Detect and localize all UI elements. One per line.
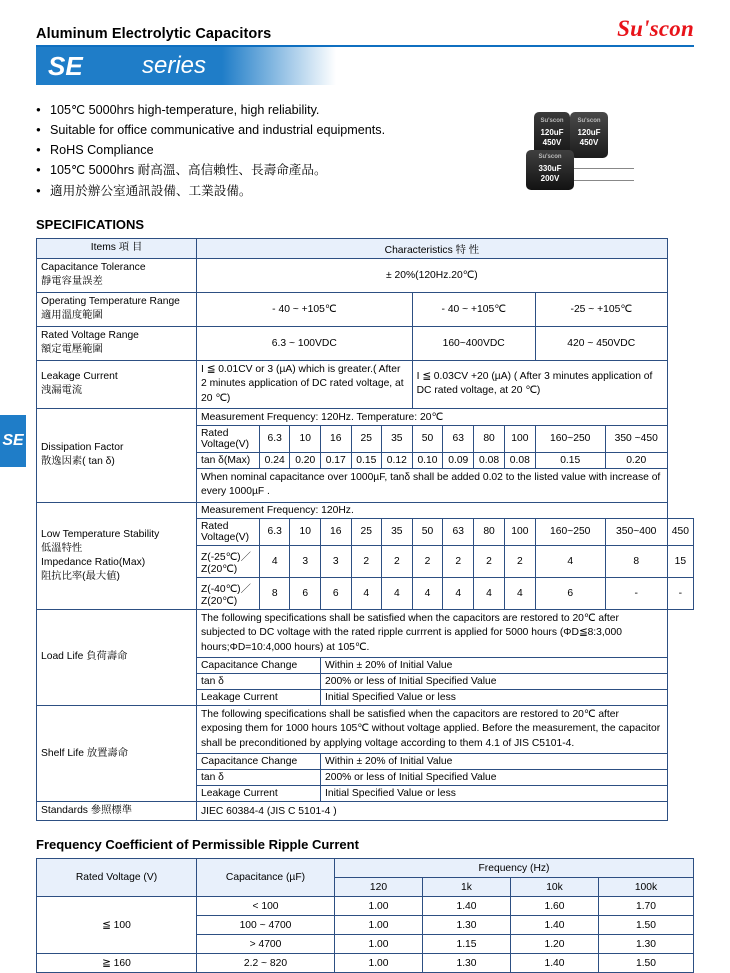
table-cell: 0.15: [535, 452, 605, 468]
table-cell: 63: [443, 518, 474, 545]
specifications-table: [36, 238, 694, 821]
spec-lowtemp-voltage-label: Rated Voltage(V): [197, 518, 260, 545]
table-cell: 50: [412, 518, 443, 545]
table-cell: 350 ~450: [605, 425, 667, 452]
spec-lowtemp-measurement: Measurement Frequency: 120Hz.: [197, 502, 668, 518]
table-cell: 4: [382, 577, 413, 609]
spec-value-operating-temp-2: - 40 ~ +105℃: [412, 292, 535, 326]
table-cell: 1.00: [335, 897, 423, 916]
table-cell: 1.70: [599, 897, 694, 916]
table-cell: 2: [474, 545, 505, 577]
table-cell: 3: [290, 545, 321, 577]
table-cell: 10: [290, 518, 321, 545]
table-row: [37, 954, 694, 973]
table-cell: 1.40: [511, 916, 599, 935]
table-cell: 10: [290, 425, 321, 452]
table-cell: 50: [412, 425, 443, 452]
spec-value-operating-temp-3: -25 ~ +105℃: [535, 292, 667, 326]
table-cell: 4: [412, 577, 443, 609]
table-cell: 4: [535, 545, 605, 577]
spec-shelf-life-desc: The following specifications shall be satisfied when the capacitors are restored to 20℃ after exposing them for 1000 hours 105℃ without voltage applied. Before the measurement, the capacitor shall be preconditioned by applying voltage according to them 4.1 of JIS C5101-4.: [197, 705, 668, 753]
freq-col-10k: 10k: [511, 878, 599, 897]
table-cell: 1.30: [599, 935, 694, 954]
table-cell: 1.00: [335, 954, 423, 973]
capacitor-image-1: Su'scon 120uF 450V: [534, 112, 570, 158]
lead-wire-1: [574, 168, 634, 169]
page-header: [36, 0, 694, 42]
table-cell: 25: [351, 425, 382, 452]
spec-shelf-life-val-3: Initial Specified Value or less: [320, 786, 667, 802]
table-cell: 4: [259, 545, 290, 577]
table-cell: 1.00: [335, 935, 423, 954]
table-row: [37, 897, 694, 916]
spec-load-life-val-3: Initial Specified Value or less: [320, 689, 667, 705]
freq-col-100k: 100k: [599, 878, 694, 897]
table-cell: 100: [504, 518, 535, 545]
list-item: ● 105℃ 5000hrs high-temperature, high reliability.: [36, 101, 694, 120]
list-item: ● 105℃ 5000hrs 耐高溫、高信賴性、長壽命產品。: [36, 161, 694, 180]
spec-header-items: Items 項 目: [37, 238, 197, 258]
table-cell: 0.17: [320, 452, 351, 468]
spec-shelf-life-key-2: tan δ: [197, 770, 321, 786]
table-cell: 4: [351, 577, 382, 609]
table-cell: 0.12: [382, 452, 413, 468]
spec-df-tan-label: tan δ(Max): [197, 452, 260, 468]
spec-value-standards: JIEC 60384-4 (JIS C 5101-4 ): [197, 802, 668, 821]
table-cell: 1.20: [511, 935, 599, 954]
series-banner: [36, 47, 694, 87]
table-cell: 160~250: [535, 518, 605, 545]
table-cell: 0.15: [351, 452, 382, 468]
page-title: Aluminum Electrolytic Capacitors: [36, 26, 272, 42]
table-cell: 1.00: [335, 916, 423, 935]
spec-load-life-desc: The following specifications shall be satisfied when the capacitors are restored to 20℃ after subjected to DC voltage with the rated ripple currrent is applied for 5000 hours (ΦD≦8:3,000 hours;ΦD=10:4,000 hours) at 105℃.: [197, 609, 668, 657]
spec-row-label-shelf-life: Shelf Life 放置壽命: [37, 705, 197, 801]
table-cell: 2: [412, 545, 443, 577]
table-cell: 8: [259, 577, 290, 609]
table-cell: 63: [443, 425, 474, 452]
table-cell: 0.08: [504, 452, 535, 468]
freq-header-frequency: Frequency (Hz): [335, 859, 694, 878]
freq-header-capacitance: Capacitance (µF): [197, 859, 335, 897]
spec-row-label-operating-temp: Operating Temperature Range 適用溫度範圍: [37, 292, 197, 326]
series-code: SE: [48, 50, 83, 81]
spec-row-label-load-life: Load Life 負荷壽命: [37, 609, 197, 705]
freq-voltage-group-2: ≧ 160: [37, 954, 197, 973]
table-cell: 2: [443, 545, 474, 577]
table-cell: 1.40: [511, 954, 599, 973]
spec-row-label-dissipation-factor: Dissipation Factor 散逸因素( tan δ): [37, 408, 197, 502]
spec-df-measurement: Measurement Frequency: 120Hz. Temperature: 20℃: [197, 408, 668, 425]
series-word: series: [142, 52, 207, 79]
spec-row-label-leakage-current: Leakage Current 洩漏電流: [37, 360, 197, 408]
table-cell: 1.15: [423, 935, 511, 954]
table-cell: 6: [290, 577, 321, 609]
freq-col-120: 120: [335, 878, 423, 897]
table-cell: 3: [320, 545, 351, 577]
table-cell: 0.20: [605, 452, 667, 468]
spec-row-label-capacitance-tolerance: Capacitance Tolerance 靜電容量誤差: [37, 258, 197, 292]
table-cell: 1.30: [423, 954, 511, 973]
table-cell: 350~400: [605, 518, 667, 545]
table-cell: -: [667, 577, 693, 609]
table-cell: 1.50: [599, 954, 694, 973]
table-cell: 15: [667, 545, 693, 577]
spec-value-rated-voltage-3: 420 ~ 450VDC: [535, 326, 667, 360]
table-cell: 80: [474, 518, 505, 545]
side-tab-se: SE: [0, 415, 26, 467]
freq-header-rated-voltage: Rated Voltage (V): [37, 859, 197, 897]
spec-row-label-low-temp-stability: Low Temperature Stability 低溫特性 Impedance Ratio(Max) 阻抗比率(最大値): [37, 502, 197, 609]
table-cell: 0.20: [290, 452, 321, 468]
table-cell: 2: [351, 545, 382, 577]
spec-lowtemp-ratio-40-label: Z(-40℃)／Z(20℃): [197, 577, 260, 609]
freq-capacitance-1-2: 100 ~ 4700: [197, 916, 335, 935]
table-cell: 6.3: [259, 518, 290, 545]
table-cell: 0.09: [443, 452, 474, 468]
spec-row-label-standards: Standards 參照標準: [37, 802, 197, 821]
table-cell: 100: [504, 425, 535, 452]
table-cell: 6: [535, 577, 605, 609]
table-cell: 0.10: [412, 452, 443, 468]
freq-col-1k: 1k: [423, 878, 511, 897]
table-cell: 4: [443, 577, 474, 609]
freq-capacitance-1-1: < 100: [197, 897, 335, 916]
freq-voltage-group-1: ≦ 100: [37, 897, 197, 954]
table-cell: 2: [504, 545, 535, 577]
spec-value-rated-voltage-1: 6.3 ~ 100VDC: [197, 326, 413, 360]
table-cell: 25: [351, 518, 382, 545]
table-cell: 8: [605, 545, 667, 577]
spec-value-leakage-2: I ≦ 0.03CV +20 (µA) ( After 3 minutes application of DC rated voltage, at 20 ℃): [412, 360, 667, 408]
table-cell: 16: [320, 518, 351, 545]
frequency-coefficient-table: [36, 858, 694, 973]
list-item: ● RoHS Compliance: [36, 141, 694, 160]
table-cell: 4: [504, 577, 535, 609]
spec-header-characteristics: Characteristics 特 性: [197, 238, 668, 258]
spec-shelf-life-key-3: Leakage Current: [197, 786, 321, 802]
table-cell: 16: [320, 425, 351, 452]
lead-wire-2: [574, 180, 634, 181]
capacitor-photo: [506, 110, 696, 202]
capacitor-image-3: Su'scon 330uF 200V: [526, 150, 574, 190]
spec-shelf-life-key-1: Capacitance Change: [197, 754, 321, 770]
list-item: ● Suitable for office communicative and industrial equipments.: [36, 121, 694, 140]
table-cell: 6: [320, 577, 351, 609]
spec-shelf-life-val-2: 200% or less of Initial Specified Value: [320, 770, 667, 786]
spec-row-label-rated-voltage-range: Rated Voltage Range 額定電壓範圍: [37, 326, 197, 360]
spec-load-life-key-2: tan δ: [197, 673, 321, 689]
spec-value-leakage-1: I ≦ 0.01CV or 3 (µA) which is greater.( After 2 minutes application of DC rated voltage, at 20 ℃): [197, 360, 413, 408]
spec-load-life-val-2: 200% or less of Initial Specified Value: [320, 673, 667, 689]
table-cell: 160~250: [535, 425, 605, 452]
table-cell: 0.24: [259, 452, 290, 468]
spec-load-life-key-3: Leakage Current: [197, 689, 321, 705]
list-item: ● 適用於辦公室通訊設備、工業設備。: [36, 182, 694, 201]
table-cell: 1.30: [423, 916, 511, 935]
freq-capacitance-2-1: 2.2 ~ 820: [197, 954, 335, 973]
table-cell: 6.3: [259, 425, 290, 452]
spec-value-operating-temp-1: - 40 ~ +105℃: [197, 292, 413, 326]
spec-value-rated-voltage-2: 160~400VDC: [412, 326, 535, 360]
table-cell: 35: [382, 518, 413, 545]
table-cell: -: [605, 577, 667, 609]
frequency-heading: Frequency Coefficient of Permissible Ripple Current: [36, 837, 359, 853]
freq-capacitance-1-3: > 4700: [197, 935, 335, 954]
table-cell: 4: [474, 577, 505, 609]
table-cell: 80: [474, 425, 505, 452]
spec-df-voltage-label: Rated Voltage(V): [197, 425, 260, 452]
spec-load-life-val-1: Within ± 20% of Initial Value: [320, 657, 667, 673]
spec-df-note: When nominal capacitance over 1000µF, tanδ shall be added 0.02 to the listed value with increase of every 1000µF .: [197, 468, 668, 502]
brand-logo: Su'scon: [617, 16, 694, 41]
spec-shelf-life-val-1: Within ± 20% of Initial Value: [320, 754, 667, 770]
spec-load-life-key-1: Capacitance Change: [197, 657, 321, 673]
table-cell: 450: [667, 518, 693, 545]
table-cell: 1.40: [423, 897, 511, 916]
table-cell: 1.60: [511, 897, 599, 916]
table-cell: 35: [382, 425, 413, 452]
spec-value-capacitance-tolerance: ± 20%(120Hz.20℃): [197, 258, 668, 292]
spec-lowtemp-ratio-25-label: Z(-25℃)／Z(20℃): [197, 545, 260, 577]
specifications-heading: SPECIFICATIONS: [36, 216, 145, 232]
table-cell: 1.50: [599, 916, 694, 935]
table-cell: 0.08: [474, 452, 505, 468]
table-cell: 2: [382, 545, 413, 577]
capacitor-image-2: Su'scon 120uF 450V: [570, 112, 608, 158]
